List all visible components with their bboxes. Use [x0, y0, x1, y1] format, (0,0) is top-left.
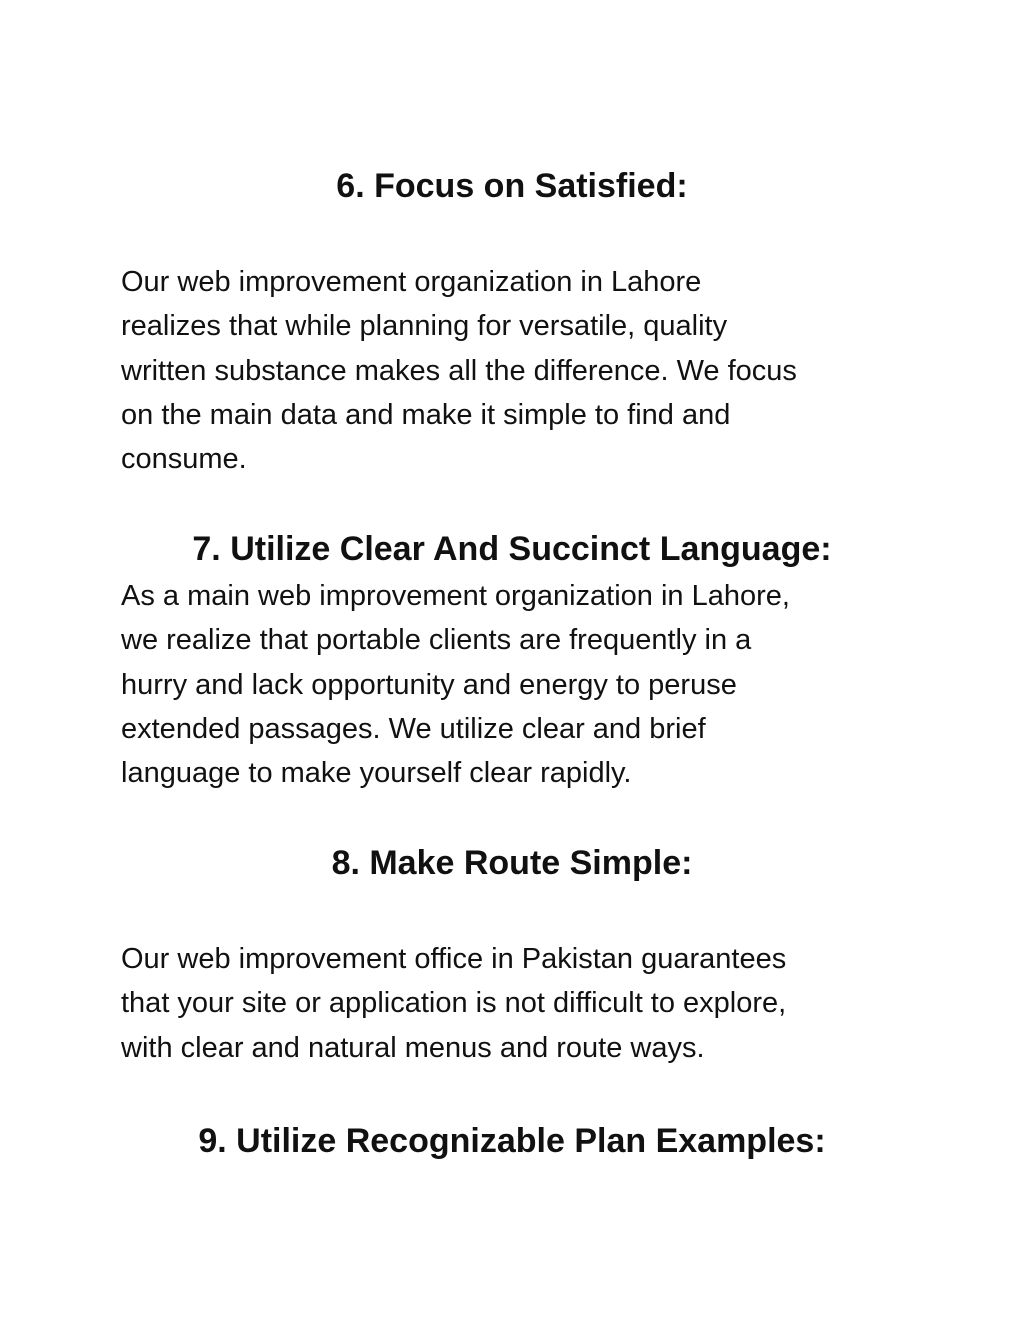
- paragraph-line: As a main web improvement organization in Lahore,: [121, 580, 790, 612]
- paragraph-line: extended passages. We utilize clear and brief: [121, 712, 706, 745]
- paragraph-line: on the main data and make it simple to find and: [121, 398, 731, 431]
- section-heading-8: 8. Make Route Simple:: [331, 844, 693, 882]
- section-heading-7: 7. Utilize Clear And Succinct Language:: [192, 530, 832, 568]
- section-heading-9: 9. Utilize Recognizable Plan Examples:: [198, 1122, 826, 1160]
- paragraph-line: consume.: [121, 443, 247, 476]
- paragraph-line: hurry and lack opportunity and energy to peruse: [121, 668, 737, 701]
- section-paragraph-6: [121, 260, 921, 481]
- section-paragraph-8: [121, 937, 921, 1070]
- section-heading-6: 6. Focus on Satisfied:: [336, 167, 688, 205]
- paragraph-line: language to make yourself clear rapidly.: [121, 757, 632, 790]
- paragraph-line: we realize that portable clients are frequently in a: [121, 624, 752, 657]
- paragraph-line: with clear and natural menus and route ways.: [121, 1031, 705, 1064]
- paragraph-line: that your site or application is not difficult to explore,: [121, 987, 787, 1020]
- section-paragraph-7: [121, 574, 921, 795]
- paragraph-line: Our web improvement office in Pakistan guarantees: [121, 943, 787, 975]
- paragraph-line: written substance makes all the difference. We focus: [121, 354, 797, 387]
- paragraph-line: realizes that while planning for versatile, quality: [121, 310, 728, 343]
- paragraph-line: Our web improvement organization in Lahore: [121, 266, 702, 298]
